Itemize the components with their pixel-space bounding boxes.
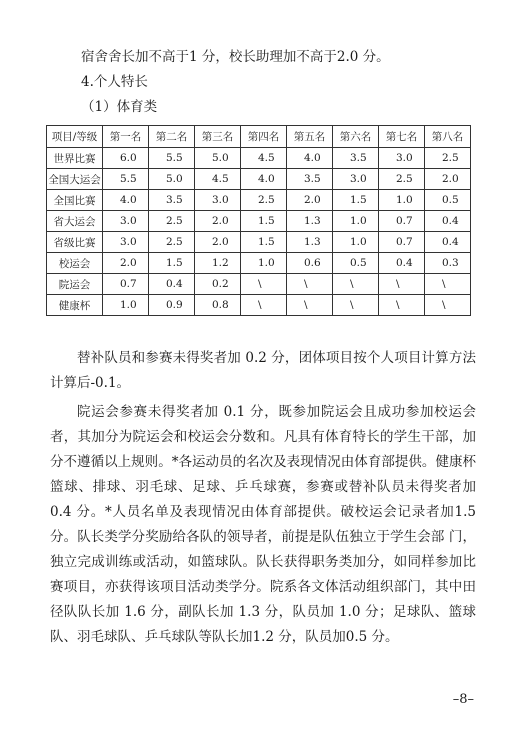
score-cell: 1.5	[333, 190, 379, 211]
score-cell: 5.0	[149, 169, 195, 190]
header-cell-rank-4: 第四名	[241, 126, 287, 148]
score-cell: 3.5	[287, 169, 333, 190]
score-cell: \	[241, 295, 287, 316]
row-label-cell: 健康杯	[47, 295, 103, 316]
table-row	[47, 295, 471, 316]
score-cell: 5.5	[103, 169, 149, 190]
table-row	[47, 211, 471, 232]
score-cell: 0.4	[425, 211, 471, 232]
subsection-heading: （1）体育类	[81, 99, 158, 115]
sports-score-table	[46, 125, 471, 316]
table-header-row	[47, 126, 471, 148]
table-row	[47, 190, 471, 211]
score-cell: 0.5	[425, 190, 471, 211]
score-cell: 3.5	[333, 148, 379, 169]
score-cell: 2.5	[149, 211, 195, 232]
score-cell: 6.0	[103, 148, 149, 169]
score-cell: 1.3	[287, 232, 333, 253]
score-cell: 0.7	[379, 211, 425, 232]
score-cell: 2.5	[149, 232, 195, 253]
score-cell: 4.5	[195, 169, 241, 190]
score-cell: 0.6	[287, 253, 333, 274]
score-cell: 3.0	[195, 190, 241, 211]
row-label-cell: 省级比赛	[47, 232, 103, 253]
table-row	[47, 232, 471, 253]
score-cell: 3.0	[103, 211, 149, 232]
row-label-cell: 世界比赛	[47, 148, 103, 169]
header-cell-rank-2: 第二名	[149, 126, 195, 148]
score-cell: 2.0	[195, 211, 241, 232]
score-cell: 4.0	[241, 169, 287, 190]
paragraph-2-text: 院运会参赛未得奖者加 0.1 分，既参加院运会且成功参加校运会者，其加分为院运会和校运会分数和。凡具有体育特长的学生干部，加分不遵循以上规则。*各运动员的名次及表现情况由体育部提供。健康杯篮球、排球、羽毛球、足球、乒乓球赛，参赛或替补队员未得奖者加0.4 分。*人员名单及表现情况由体育部提供。破校运会记录者加1.5 分。队长类学分奖励给各队的领导者，前提是队伍独立于学生会部 门，独立完成训练或活动，如篮球队。队长获得职务类加分，如同样参加比赛项目，亦获得该项目活动类学分。院系各文体活动组织部门，其中田径队队长加 1.6 分，副队长加 1.3 分，队员加 1.0 分；足球队、篮球队、羽毛球队、乒乓球队等队长加1.2 分，队员加0.5 分。	[50, 404, 476, 645]
score-cell: \	[425, 295, 471, 316]
paragraph-college-games	[50, 400, 476, 650]
score-cell: 1.5	[241, 232, 287, 253]
score-cell: 0.5	[333, 253, 379, 274]
page-number: –8–	[452, 692, 474, 707]
header-cell-rank-5: 第五名	[287, 126, 333, 148]
score-cell: \	[333, 274, 379, 295]
score-cell: 2.0	[103, 253, 149, 274]
score-cell: 2.5	[425, 148, 471, 169]
score-cell: 0.7	[379, 232, 425, 253]
top-line-text: 宿舍舍长加不高于1 分，校长助理加不高于2.0 分。	[81, 49, 390, 65]
row-label-cell: 校运会	[47, 253, 103, 274]
score-cell: 0.2	[195, 274, 241, 295]
score-cell: 2.5	[241, 190, 287, 211]
score-cell: 5.5	[149, 148, 195, 169]
score-cell: 4.0	[287, 148, 333, 169]
score-cell: 3.0	[103, 232, 149, 253]
row-label-cell: 院运会	[47, 274, 103, 295]
score-cell: \	[287, 295, 333, 316]
header-cell-rank-3: 第三名	[195, 126, 241, 148]
header-cell-rank-8: 第八名	[425, 126, 471, 148]
row-label-cell: 全国大运会	[47, 169, 103, 190]
score-cell: 1.2	[195, 253, 241, 274]
score-cell: 0.7	[103, 274, 149, 295]
score-cell: 1.0	[333, 211, 379, 232]
score-cell: 2.0	[287, 190, 333, 211]
score-cell: 0.3	[425, 253, 471, 274]
table-row	[47, 148, 471, 169]
score-cell: 1.0	[379, 190, 425, 211]
score-cell: 5.0	[195, 148, 241, 169]
score-cell: \	[425, 274, 471, 295]
row-label-cell: 全国比赛	[47, 190, 103, 211]
score-cell: 0.4	[425, 232, 471, 253]
paragraph-substitutes	[50, 346, 476, 396]
table-row	[47, 274, 471, 295]
score-cell: 2.0	[195, 232, 241, 253]
score-cell: \	[241, 274, 287, 295]
score-cell: 0.4	[149, 274, 195, 295]
row-label-cell: 省大运会	[47, 211, 103, 232]
score-cell: \	[379, 295, 425, 316]
paragraph-1-text: 替补队员和参赛未得奖者加 0.2 分，团体项目按个人项目计算方法计算后-0.1。	[50, 350, 476, 391]
score-cell: 3.0	[379, 148, 425, 169]
score-cell: 2.5	[379, 169, 425, 190]
score-cell: 1.0	[333, 232, 379, 253]
score-cell: 1.0	[103, 295, 149, 316]
score-cell: 1.5	[241, 211, 287, 232]
score-cell: 3.5	[149, 190, 195, 211]
score-cell: \	[379, 274, 425, 295]
section-heading: 4.个人特长	[81, 74, 148, 90]
score-cell: 0.9	[149, 295, 195, 316]
score-cell: 2.0	[425, 169, 471, 190]
header-cell-item-rank: 项目/等级	[47, 126, 103, 148]
table-row	[47, 253, 471, 274]
score-cell: 0.8	[195, 295, 241, 316]
header-cell-rank-1: 第一名	[103, 126, 149, 148]
score-cell: 1.5	[149, 253, 195, 274]
score-cell: 3.0	[333, 169, 379, 190]
score-cell: 1.0	[241, 253, 287, 274]
header-cell-rank-7: 第七名	[379, 126, 425, 148]
score-cell: 1.3	[287, 211, 333, 232]
score-cell: 0.4	[379, 253, 425, 274]
score-cell: \	[287, 274, 333, 295]
table-row	[47, 169, 471, 190]
header-cell-rank-6: 第六名	[333, 126, 379, 148]
score-cell: 4.5	[241, 148, 287, 169]
score-cell: 4.0	[103, 190, 149, 211]
score-cell: \	[333, 295, 379, 316]
